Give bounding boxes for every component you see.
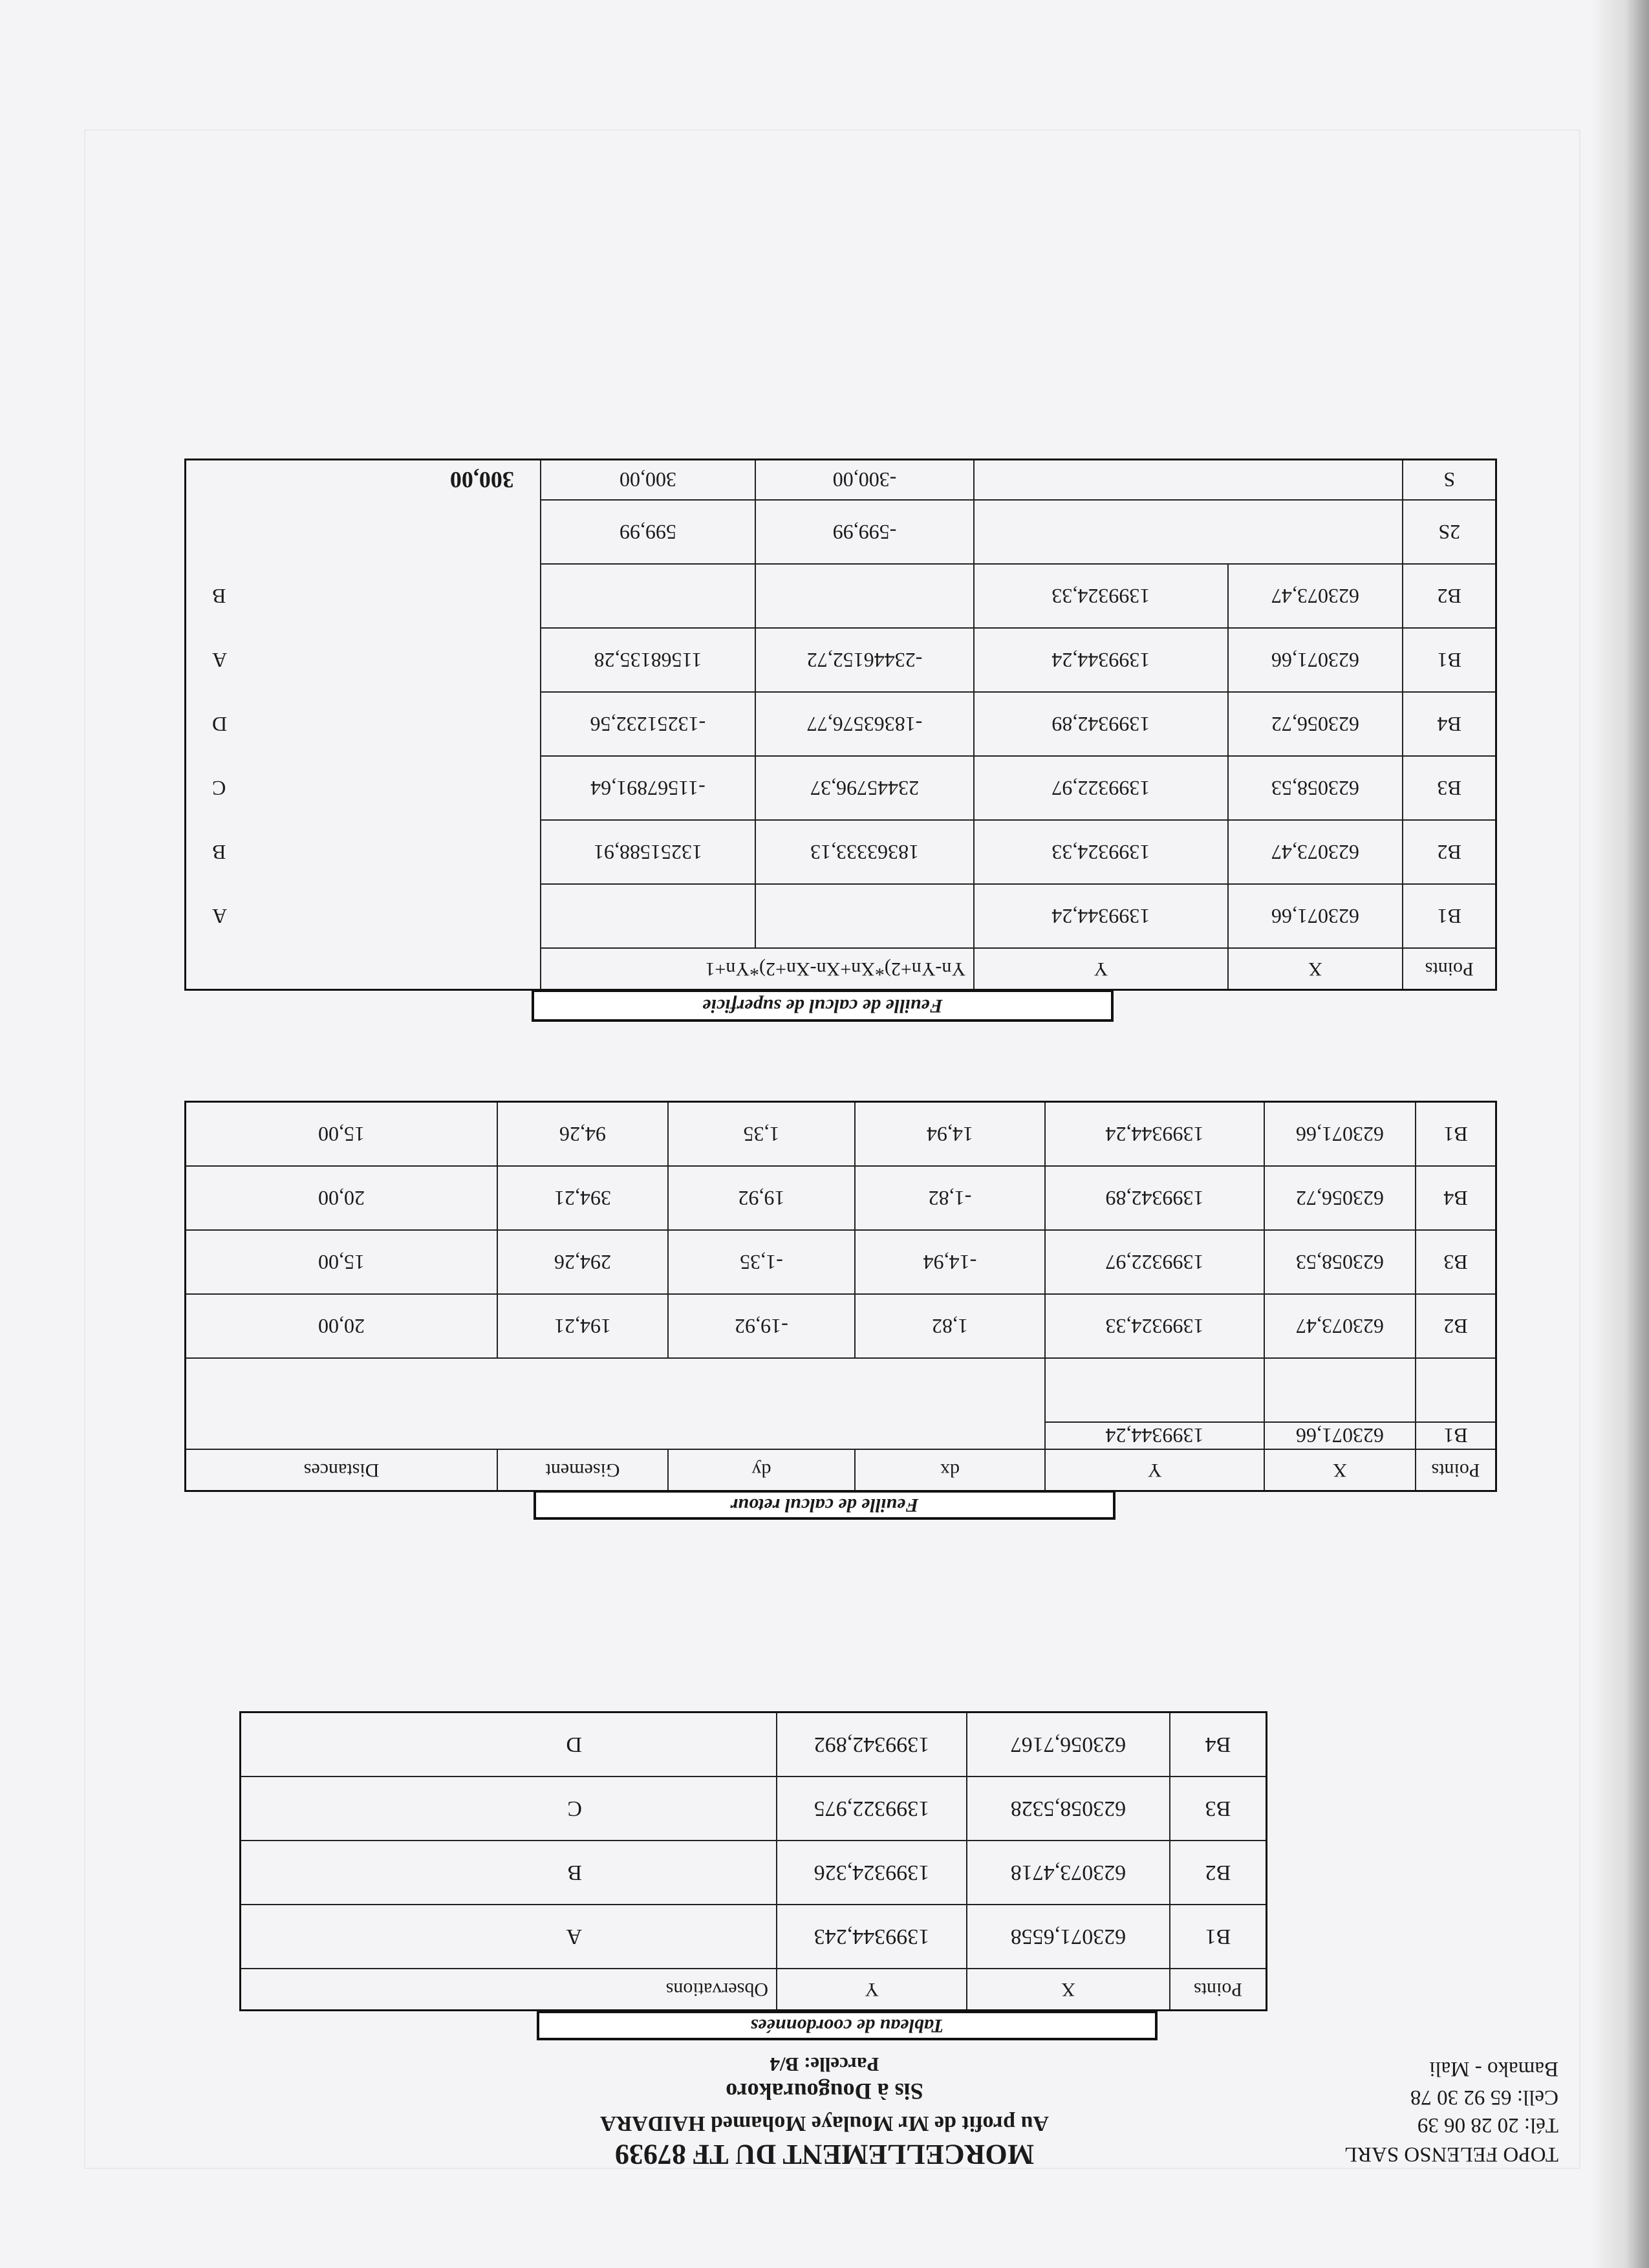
table-row	[186, 820, 1496, 884]
product-1: -18363576,77	[755, 692, 974, 756]
y-value: 1399344,243	[777, 1905, 967, 1969]
x-value: 623073,47	[1264, 1294, 1416, 1358]
point: B4	[1416, 1166, 1496, 1230]
location: Sis à Dougourakoro	[726, 2079, 923, 2104]
table-row	[241, 1905, 1267, 1969]
x-value: 623058,53	[1264, 1230, 1416, 1294]
product-1: 23445796,37	[755, 756, 974, 820]
y-value: 1399324,33	[974, 564, 1227, 628]
dy: -1,35	[668, 1230, 855, 1294]
observation: C	[241, 1777, 777, 1841]
product-2: -11567891,64	[541, 756, 755, 820]
point: B4	[1170, 1712, 1267, 1777]
y-value: 1399324,33	[1045, 1294, 1264, 1358]
observation: B	[241, 1841, 777, 1905]
vertex-mark: A	[212, 649, 228, 672]
vertex-mark: C	[212, 777, 226, 800]
table-row	[186, 1102, 1496, 1167]
point: B1	[1416, 1102, 1496, 1167]
point: B1	[1416, 1422, 1496, 1449]
x-value: 623056,72	[1264, 1166, 1416, 1230]
table-row	[241, 1841, 1267, 1905]
col-y: Y	[974, 948, 1227, 990]
product-1	[755, 884, 974, 948]
y-value: 1399322,97	[1045, 1230, 1264, 1294]
product-2: 13251588,91	[541, 820, 755, 884]
table-row	[186, 756, 1496, 820]
observation: D	[241, 1712, 777, 1777]
vertex-mark: B	[212, 841, 226, 864]
col-dx: dx	[855, 1449, 1045, 1491]
vertex-mark: B	[212, 585, 226, 608]
document-title: MORCELLEMENT DU TF 87939	[614, 2139, 1035, 2170]
parcel: Parcelle: B/4	[770, 2053, 879, 2076]
y-value: 1399342,892	[777, 1712, 967, 1777]
y-value: 1399324,326	[777, 1841, 967, 1905]
x-value: 623073,4718	[967, 1841, 1170, 1905]
retour-table-header	[186, 1449, 1496, 1491]
x-value: 623071,66	[1264, 1422, 1416, 1449]
table-row	[186, 564, 1496, 628]
company-name: TOPO FELENSO SARL	[1344, 2143, 1558, 2166]
point: B1	[1170, 1905, 1267, 1969]
s-label: S	[1403, 460, 1496, 501]
distance: 20,00	[186, 1166, 498, 1230]
col-points: Points	[1416, 1449, 1496, 1491]
table-row	[186, 628, 1496, 692]
x-value: 623073,47	[1228, 564, 1403, 628]
point: B1	[1403, 628, 1496, 692]
distance: 15,00	[186, 1230, 498, 1294]
table-row	[241, 1777, 1267, 1841]
coords-table-caption: Tableau de coordonnées	[537, 2011, 1158, 2040]
dx: 14,94	[855, 1102, 1045, 1167]
x-value: 623056,72	[1228, 692, 1403, 756]
dy: 19,92	[668, 1166, 855, 1230]
two-s-label: 2S	[1403, 500, 1496, 564]
point: B2	[1170, 1841, 1267, 1905]
point: B1	[1403, 884, 1496, 948]
table-row	[186, 1422, 1496, 1449]
x-value: 623056,7167	[967, 1712, 1170, 1777]
coords-table-header	[241, 1969, 1267, 2011]
x-value: 623071,6558	[967, 1905, 1170, 1969]
retour-table	[184, 1101, 1497, 1492]
col-distances: Distances	[186, 1449, 498, 1491]
y-value: 1399324,33	[974, 820, 1227, 884]
x-value: 623058,5328	[967, 1777, 1170, 1841]
point: B3	[1403, 756, 1496, 820]
col-gisement: Gisement	[497, 1449, 668, 1491]
col-y: Y	[1045, 1449, 1264, 1491]
dx: 1,82	[855, 1294, 1045, 1358]
y-value: 1399342,89	[1045, 1166, 1264, 1230]
two-s-product-1: -599,99	[755, 500, 974, 564]
table-row	[241, 1712, 1267, 1777]
surface-table-caption: Feuille de calcul de superficie	[532, 989, 1114, 1022]
y-value: 1399344,24	[1045, 1422, 1264, 1449]
col-observations: Observations	[241, 1969, 777, 2011]
col-formula: Yn-Yn+2)*Xn+Xn-Xn+2)*Yn+1	[541, 948, 974, 990]
col-x: X	[967, 1969, 1170, 2011]
distance: 15,00	[186, 1102, 498, 1167]
x-value: 623071,66	[1264, 1102, 1416, 1167]
col-points: Points	[1170, 1969, 1267, 2011]
x-value: 623071,66	[1228, 628, 1403, 692]
point: B2	[1403, 820, 1496, 884]
product-1: 18363333,13	[755, 820, 974, 884]
surface-table	[184, 459, 1497, 991]
point: B3	[1416, 1230, 1496, 1294]
dy: -19,92	[668, 1294, 855, 1358]
point: B4	[1403, 692, 1496, 756]
table-row	[186, 1230, 1496, 1294]
two-s-row	[186, 500, 1496, 564]
s-row	[186, 460, 1496, 501]
y-value: 1399322,975	[777, 1777, 967, 1841]
product-2: -13251232,56	[541, 692, 755, 756]
surface-total: 300,00	[449, 467, 514, 493]
point: B2	[1403, 564, 1496, 628]
dx: -14,94	[855, 1230, 1045, 1294]
s-product-1: -300,00	[755, 460, 974, 501]
company-city: Bamako - Mali	[1429, 2057, 1558, 2080]
col-x: X	[1264, 1449, 1416, 1491]
gisement: 194,21	[497, 1294, 668, 1358]
x-value: 623073,47	[1228, 820, 1403, 884]
y-value: 1399342,89	[974, 692, 1227, 756]
two-s-product-2: 599,99	[541, 500, 755, 564]
retour-table-caption: Feuille de calcul retour	[534, 1490, 1116, 1520]
gisement: 294,26	[497, 1230, 668, 1294]
s-product-2: 300,00	[541, 460, 755, 501]
beneficiary: Au profit de Mr Moulaye Mohamed HAIDARA	[600, 2111, 1049, 2135]
col-x: X	[1228, 948, 1403, 990]
company-tel: Tél: 20 28 06 39	[1417, 2113, 1558, 2137]
vertex-mark: A	[212, 905, 228, 928]
col-y: Y	[777, 1969, 967, 2011]
dx: -1,82	[855, 1166, 1045, 1230]
distance: 20,00	[186, 1294, 498, 1358]
gisement: 94,26	[497, 1102, 668, 1167]
table-row	[186, 692, 1496, 756]
col-points: Points	[1403, 948, 1496, 990]
vertex-mark: D	[212, 713, 228, 736]
col-dy: dy	[668, 1449, 855, 1491]
surface-table-header	[186, 948, 1496, 990]
product-2	[541, 884, 755, 948]
product-1: -23446152,72	[755, 628, 974, 692]
coords-table	[239, 1711, 1267, 2011]
x-value: 623058,53	[1228, 756, 1403, 820]
dy: 1,35	[668, 1102, 855, 1167]
company-cell: Cell: 65 92 30 78	[1410, 2086, 1558, 2109]
x-value: 623071,66	[1228, 884, 1403, 948]
y-value: 1399344,24	[974, 884, 1227, 948]
gisement: 394,21	[497, 1166, 668, 1230]
table-row	[186, 1166, 1496, 1230]
product-2: 11568135,28	[541, 628, 755, 692]
point: B2	[1416, 1294, 1496, 1358]
y-value: 1399322,97	[974, 756, 1227, 820]
observation: A	[241, 1905, 777, 1969]
y-value: 1399344,24	[974, 628, 1227, 692]
point: B3	[1170, 1777, 1267, 1841]
table-row	[186, 884, 1496, 948]
y-value: 1399344,24	[1045, 1102, 1264, 1167]
